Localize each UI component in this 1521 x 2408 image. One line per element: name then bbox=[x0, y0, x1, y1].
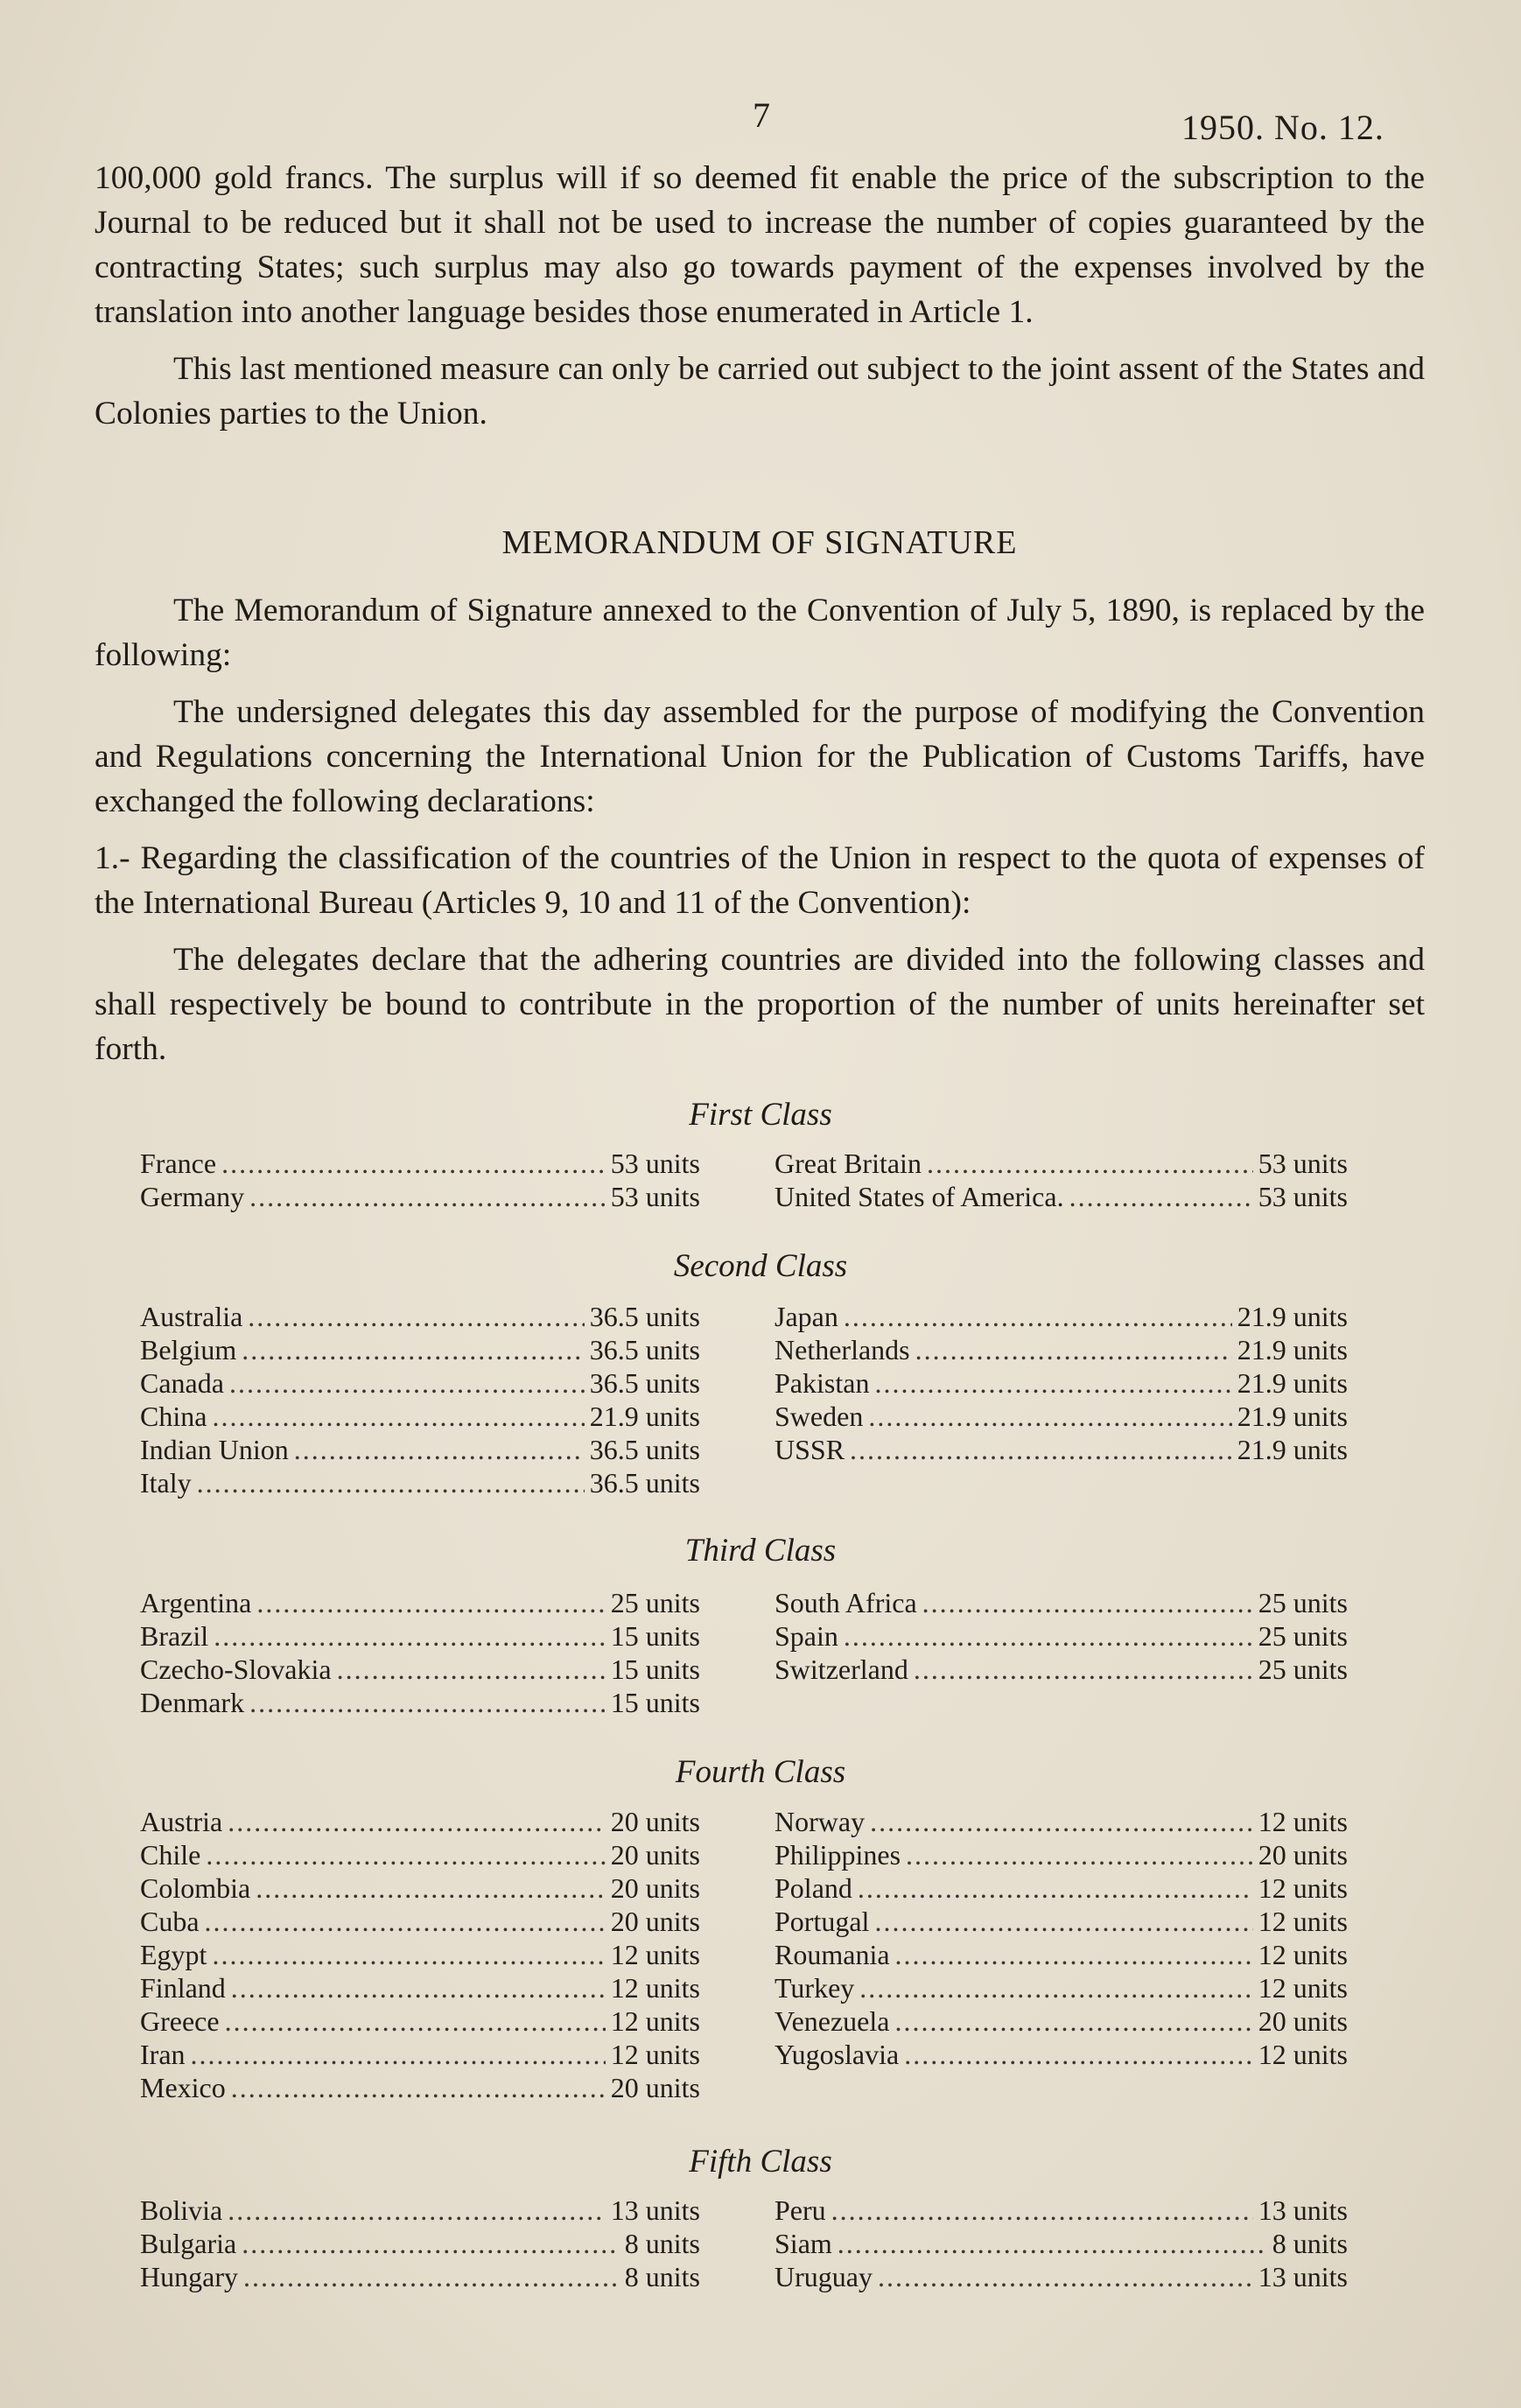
unit-count: 20 units bbox=[610, 2072, 700, 2103]
leader-dots bbox=[922, 1586, 1253, 1619]
unit-count: 25 units bbox=[1258, 1653, 1348, 1685]
unit-count: 25 units bbox=[610, 1587, 700, 1618]
unit-count: 12 units bbox=[610, 1972, 700, 2004]
country-name: Denmark bbox=[140, 1687, 245, 1718]
country-row bbox=[775, 2227, 1348, 2260]
country-name: Hungary bbox=[140, 2261, 238, 2292]
country-name: Argentina bbox=[140, 1587, 252, 1618]
country-name: Belgium bbox=[140, 1334, 237, 1365]
leader-dots bbox=[256, 1871, 606, 1905]
leader-dots bbox=[243, 2260, 620, 2293]
unit-count: 53 units bbox=[610, 1148, 700, 1179]
leader-dots bbox=[904, 2038, 1253, 2071]
paragraph: This last mentioned measure can only be carried out subject to the joint assent of the States and Colonies parties to the Union. bbox=[95, 351, 1425, 432]
leader-dots bbox=[894, 2004, 1252, 2038]
unit-count: 25 units bbox=[1258, 1587, 1348, 1618]
leader-dots bbox=[844, 1619, 1253, 1653]
country-row bbox=[140, 1586, 700, 1619]
paragraph: The delegates declare that the adhering countries are divided into the following classes and shall respectively be bound to contribute in the proportion of the number of units hereinafter set forth. bbox=[95, 942, 1425, 1067]
country-row bbox=[140, 1147, 700, 1180]
country-name: Egypt bbox=[140, 1939, 207, 1970]
leader-dots bbox=[337, 1653, 606, 1686]
country-name: Philippines bbox=[775, 1839, 901, 1871]
leader-dots bbox=[927, 1147, 1253, 1180]
country-name: Indian Union bbox=[140, 1434, 289, 1465]
leader-dots bbox=[206, 1838, 605, 1871]
leader-dots bbox=[868, 1400, 1231, 1433]
left-column bbox=[140, 1586, 700, 1719]
country-name: Brazil bbox=[140, 1620, 209, 1652]
left-column bbox=[140, 1147, 700, 1213]
country-row bbox=[140, 2227, 700, 2260]
country-name: Finland bbox=[140, 1972, 226, 2004]
leader-dots bbox=[191, 2038, 606, 2071]
country-name: Portugal bbox=[775, 1906, 870, 1937]
country-row bbox=[775, 1400, 1348, 1433]
country-name: Poland bbox=[775, 1872, 852, 1904]
country-row bbox=[140, 1686, 700, 1719]
country-name: Iran bbox=[140, 2039, 186, 2070]
paragraph: The undersigned delegates this day assembled for the purpose of modifying the Convention and Regulations concerning the International Union for the Publication of Customs Tariffs, have exchanged the following declarations: bbox=[95, 694, 1425, 819]
unit-count: 8 units bbox=[1272, 2228, 1348, 2259]
country-row bbox=[775, 1180, 1348, 1213]
leader-dots bbox=[895, 1938, 1253, 1971]
country-row bbox=[775, 1147, 1348, 1180]
country-row bbox=[775, 1433, 1348, 1466]
leader-dots bbox=[831, 2194, 1253, 2227]
country-row bbox=[775, 1300, 1348, 1333]
unit-count: 20 units bbox=[610, 1906, 700, 1937]
country-row bbox=[775, 2194, 1348, 2227]
unit-count: 20 units bbox=[1258, 2005, 1348, 2037]
unit-count: 21.9 units bbox=[1237, 1334, 1348, 1365]
country-row bbox=[140, 1805, 700, 1838]
country-name: Austria bbox=[140, 1806, 223, 1837]
page-header bbox=[0, 88, 1521, 149]
country-row bbox=[140, 2004, 700, 2038]
country-row bbox=[140, 1366, 700, 1400]
leader-dots bbox=[197, 1466, 585, 1499]
leader-dots bbox=[242, 1333, 585, 1366]
country-name: Peru bbox=[775, 2194, 826, 2226]
country-name: Switzerland bbox=[775, 1653, 908, 1685]
page-number: 7 bbox=[753, 95, 770, 135]
unit-count: 12 units bbox=[1258, 1806, 1348, 1837]
unit-count: 21.9 units bbox=[589, 1401, 700, 1432]
leader-dots bbox=[205, 1905, 606, 1938]
country-name: France bbox=[140, 1148, 217, 1179]
country-name: Italy bbox=[140, 1467, 192, 1499]
country-name: Chile bbox=[140, 1839, 201, 1871]
country-name: Pakistan bbox=[775, 1367, 870, 1399]
leader-dots bbox=[850, 1433, 1232, 1466]
class-title-second: Second Class bbox=[673, 1248, 848, 1284]
left-column bbox=[140, 2194, 700, 2293]
country-name: Netherlands bbox=[775, 1334, 910, 1365]
country-name: Bulgaria bbox=[140, 2228, 237, 2259]
paragraph: 1.- Regarding the classification of the countries of the Union in respect to the quota of expenses of the International Bureau (Articles 9, 10 and 11 of the Convention): bbox=[95, 840, 1425, 921]
country-name: China bbox=[140, 1401, 207, 1432]
unit-count: 12 units bbox=[1258, 1972, 1348, 2004]
leader-dots bbox=[228, 2194, 606, 2227]
unit-count: 21.9 units bbox=[1237, 1301, 1348, 1332]
country-row bbox=[775, 1333, 1348, 1366]
country-name: Uruguay bbox=[775, 2261, 873, 2292]
country-name: Colombia bbox=[140, 1872, 251, 1904]
country-row bbox=[775, 1938, 1348, 1971]
country-name: Japan bbox=[775, 1301, 838, 1332]
country-name: Czecho-Slovakia bbox=[140, 1653, 332, 1685]
unit-count: 12 units bbox=[1258, 1939, 1348, 1970]
leader-dots bbox=[858, 1871, 1253, 1905]
country-name: Bolivia bbox=[140, 2194, 223, 2226]
country-row bbox=[140, 1971, 700, 2004]
leader-dots bbox=[914, 1653, 1253, 1686]
country-row bbox=[775, 1653, 1348, 1686]
leader-dots bbox=[225, 2004, 606, 2038]
left-column bbox=[140, 1805, 700, 2104]
country-row bbox=[140, 1300, 700, 1333]
unit-count: 12 units bbox=[610, 1939, 700, 1970]
unit-count: 53 units bbox=[1258, 1181, 1348, 1212]
country-name: USSR bbox=[775, 1434, 845, 1465]
leader-dots bbox=[294, 1433, 585, 1466]
country-row bbox=[775, 1905, 1348, 1938]
leader-dots bbox=[231, 2071, 606, 2104]
leader-dots bbox=[231, 1971, 606, 2004]
leader-dots bbox=[878, 2260, 1253, 2293]
unit-count: 12 units bbox=[1258, 2039, 1348, 2070]
leader-dots bbox=[221, 1147, 606, 1180]
unit-count: 21.9 units bbox=[1237, 1434, 1348, 1465]
leader-dots bbox=[1069, 1180, 1253, 1213]
leader-dots bbox=[248, 1300, 584, 1333]
unit-count: 21.9 units bbox=[1237, 1367, 1348, 1399]
leader-dots bbox=[228, 1805, 606, 1838]
country-row bbox=[775, 1871, 1348, 1905]
unit-count: 8 units bbox=[624, 2261, 700, 2292]
country-row bbox=[775, 1838, 1348, 1871]
right-column bbox=[775, 1147, 1348, 1213]
leader-dots bbox=[212, 1938, 605, 1971]
unit-count: 53 units bbox=[610, 1181, 700, 1212]
country-name: Roumania bbox=[775, 1939, 890, 1970]
leader-dots bbox=[859, 1971, 1252, 2004]
country-name: United States of America. bbox=[775, 1181, 1064, 1212]
country-name: Yugoslavia bbox=[775, 2039, 900, 2070]
country-row bbox=[140, 1466, 700, 1499]
unit-count: 12 units bbox=[610, 2039, 700, 2070]
country-row bbox=[775, 2260, 1348, 2293]
unit-count: 36.5 units bbox=[589, 1301, 700, 1332]
leader-dots bbox=[844, 1300, 1232, 1333]
right-column bbox=[775, 1805, 1348, 2071]
unit-count: 36.5 units bbox=[589, 1467, 700, 1499]
unit-count: 12 units bbox=[610, 2005, 700, 2037]
country-name: Venezuela bbox=[775, 2005, 890, 2037]
country-row bbox=[140, 1433, 700, 1466]
section-heading: MEMORANDUM OF SIGNATURE bbox=[501, 524, 1018, 561]
country-row bbox=[775, 2004, 1348, 2038]
country-row bbox=[140, 2038, 700, 2071]
issue-label: 1950. No. 12. bbox=[1181, 108, 1384, 147]
unit-count: 25 units bbox=[1258, 1620, 1348, 1652]
paragraph: The Memorandum of Signature annexed to the Convention of July 5, 1890, is replaced by the following: bbox=[95, 593, 1425, 673]
class-title-fourth: Fourth Class bbox=[675, 1754, 846, 1790]
leader-dots bbox=[229, 1366, 585, 1400]
right-column bbox=[775, 2194, 1348, 2293]
leader-dots bbox=[212, 1400, 584, 1433]
unit-count: 20 units bbox=[610, 1872, 700, 1904]
right-column bbox=[775, 1586, 1348, 1686]
country-row bbox=[775, 1586, 1348, 1619]
leader-dots bbox=[906, 1838, 1253, 1871]
country-name: Greece bbox=[140, 2005, 220, 2037]
unit-count: 13 units bbox=[1258, 2194, 1348, 2226]
country-row bbox=[140, 1653, 700, 1686]
country-row bbox=[775, 1805, 1348, 1838]
unit-count: 15 units bbox=[610, 1653, 700, 1685]
leader-dots bbox=[874, 1366, 1231, 1400]
country-row bbox=[775, 1971, 1348, 2004]
intro-text bbox=[95, 156, 1425, 448]
unit-count: 8 units bbox=[624, 2228, 700, 2259]
leader-dots bbox=[256, 1586, 605, 1619]
unit-count: 15 units bbox=[610, 1687, 700, 1718]
left-column bbox=[140, 1300, 700, 1499]
country-name: South Africa bbox=[775, 1587, 917, 1618]
country-row bbox=[140, 2071, 700, 2104]
unit-count: 20 units bbox=[610, 1806, 700, 1837]
unit-count: 36.5 units bbox=[589, 1367, 700, 1399]
country-name: Germany bbox=[140, 1181, 245, 1212]
country-name: Sweden bbox=[775, 1401, 864, 1432]
country-row bbox=[775, 1619, 1348, 1653]
unit-count: 13 units bbox=[1258, 2261, 1348, 2292]
country-row bbox=[140, 1938, 700, 1971]
unit-count: 36.5 units bbox=[589, 1334, 700, 1365]
unit-count: 36.5 units bbox=[589, 1434, 700, 1465]
country-row bbox=[140, 1871, 700, 1905]
leader-dots bbox=[249, 1686, 606, 1719]
unit-count: 13 units bbox=[610, 2194, 700, 2226]
country-row bbox=[140, 1905, 700, 1938]
paragraph: 100,000 gold francs. The surplus will if so deemed fit enable the price of the subscription to the Journal to be reduced but it shall not be used to increase the number of copies guaranteed by the contracting States; such surplus may also go towards payment of the expenses involved by the translation into another language besides those enumerated in Article 1. bbox=[95, 160, 1425, 330]
unit-count: 12 units bbox=[1258, 1906, 1348, 1937]
country-name: Cuba bbox=[140, 1906, 200, 1937]
leader-dots bbox=[870, 1805, 1253, 1838]
class-title-fifth: Fifth Class bbox=[689, 2144, 832, 2180]
country-row bbox=[140, 1333, 700, 1366]
leader-dots bbox=[838, 2227, 1267, 2260]
country-name: Australia bbox=[140, 1301, 243, 1332]
leader-dots bbox=[915, 1333, 1232, 1366]
country-name: Spain bbox=[775, 1620, 838, 1652]
leader-dots bbox=[242, 2227, 620, 2260]
country-row bbox=[140, 2260, 700, 2293]
leader-dots bbox=[249, 1180, 606, 1213]
class-title-third: Third Class bbox=[684, 1533, 837, 1569]
country-row bbox=[140, 1619, 700, 1653]
country-name: Mexico bbox=[140, 2072, 226, 2103]
unit-count: 20 units bbox=[610, 1839, 700, 1871]
country-name: Great Britain bbox=[775, 1148, 922, 1179]
unit-count: 53 units bbox=[1258, 1148, 1348, 1179]
country-row bbox=[140, 1838, 700, 1871]
country-name: Canada bbox=[140, 1367, 224, 1399]
class-title-first: First Class bbox=[689, 1097, 832, 1133]
unit-count: 20 units bbox=[1258, 1839, 1348, 1871]
country-name: Siam bbox=[775, 2228, 832, 2259]
unit-count: 12 units bbox=[1258, 1872, 1348, 1904]
country-row bbox=[140, 1400, 700, 1433]
country-row bbox=[140, 1180, 700, 1213]
country-name: Turkey bbox=[775, 1972, 855, 2004]
unit-count: 21.9 units bbox=[1237, 1401, 1348, 1432]
memorandum-text bbox=[95, 588, 1425, 1084]
country-row bbox=[775, 2038, 1348, 2071]
leader-dots bbox=[214, 1619, 606, 1653]
country-row bbox=[140, 2194, 700, 2227]
country-row bbox=[775, 1366, 1348, 1400]
right-column bbox=[775, 1300, 1348, 1466]
country-name: Norway bbox=[775, 1806, 866, 1837]
leader-dots bbox=[874, 1905, 1252, 1938]
unit-count: 15 units bbox=[610, 1620, 700, 1652]
